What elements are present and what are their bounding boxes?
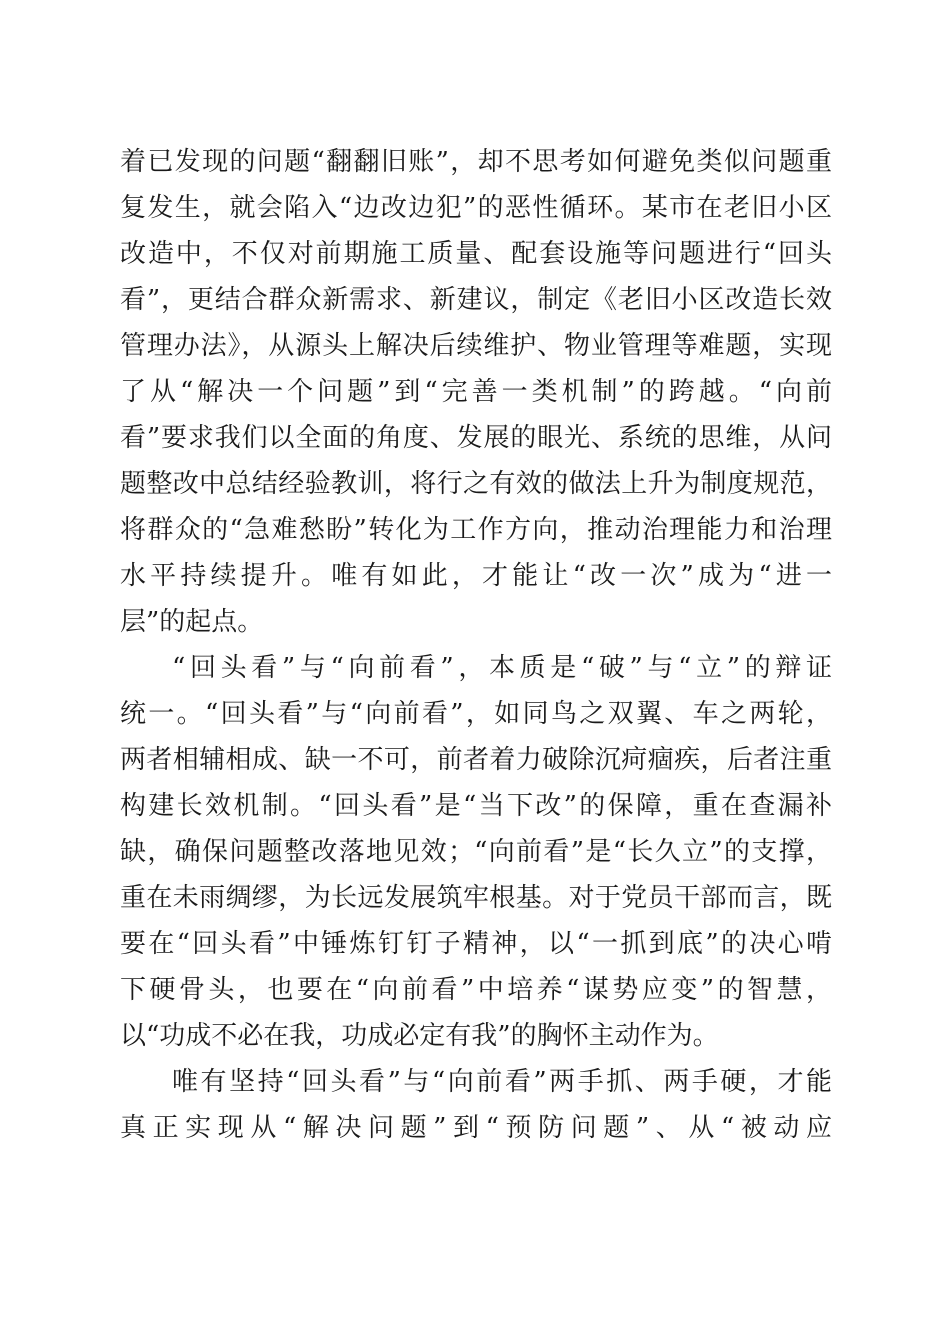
text-line: 两者相辅相成、缺一不可，前者着力破除沉疴痼疾，后者注重 [120,745,832,775]
text-line: 层”的起点。 [120,607,264,637]
text-line: 重在未雨绸缪，为长远发展筑牢根基。对于党员干部而言，既 [120,883,832,913]
text-line: 下硬骨头，也要在“向前看”中培养“谋势应变”的智慧， [120,975,832,1005]
text-line: 以“功成不必在我，功成必定有我”的胸怀主动作为。 [120,1021,719,1051]
text-line: 了从“解决一个问题”到“完善一类机制”的跨越。“向前 [120,377,832,407]
text-line: 看”要求我们以全面的角度、发展的眼光、系统的思维，从问 [120,423,832,453]
text-line: 要在“回头看”中锤炼钉钉子精神，以“一抓到底”的决心啃 [120,929,832,959]
text-line: 缺，确保问题整改落地见效；“向前看”是“长久立”的支撑， [120,837,832,867]
text-line: 水平持续提升。唯有如此，才能让“改一次”成为“进一 [120,561,832,591]
text-line: 看”，更结合群众新需求、新建议，制定《老旧小区改造长效 [120,285,832,315]
text-line: 改造中，不仅对前期施工质量、配套设施等问题进行“回头 [120,239,832,269]
text-line: 将群众的“急难愁盼”转化为工作方向，推动治理能力和治理 [120,515,832,545]
text-line: 真正实现从“解决问题”到“预防问题”、从“被动应 [120,1113,832,1143]
paragraph-first-line: “回头看”与“向前看”，本质是“破”与“立”的辩证 [172,653,832,683]
text-line: 构建长效机制。“回头看”是“当下改”的保障，重在查漏补 [120,791,832,821]
text-line: 统一。“回头看”与“向前看”，如同鸟之双翼、车之两轮， [120,699,832,729]
text-line: 复发生，就会陷入“边改边犯”的恶性循环。某市在老旧小区 [120,193,832,223]
paragraph-first-line: 唯有坚持“回头看”与“向前看”两手抓、两手硬，才能 [172,1067,832,1097]
text-line: 管理办法》，从源头上解决后续维护、物业管理等难题，实现 [120,331,832,361]
text-line: 题整改中总结经验教训，将行之有效的做法上升为制度规范， [120,469,832,499]
text-line: 着已发现的问题“翻翻旧账”，却不思考如何避免类似问题重 [120,147,832,177]
